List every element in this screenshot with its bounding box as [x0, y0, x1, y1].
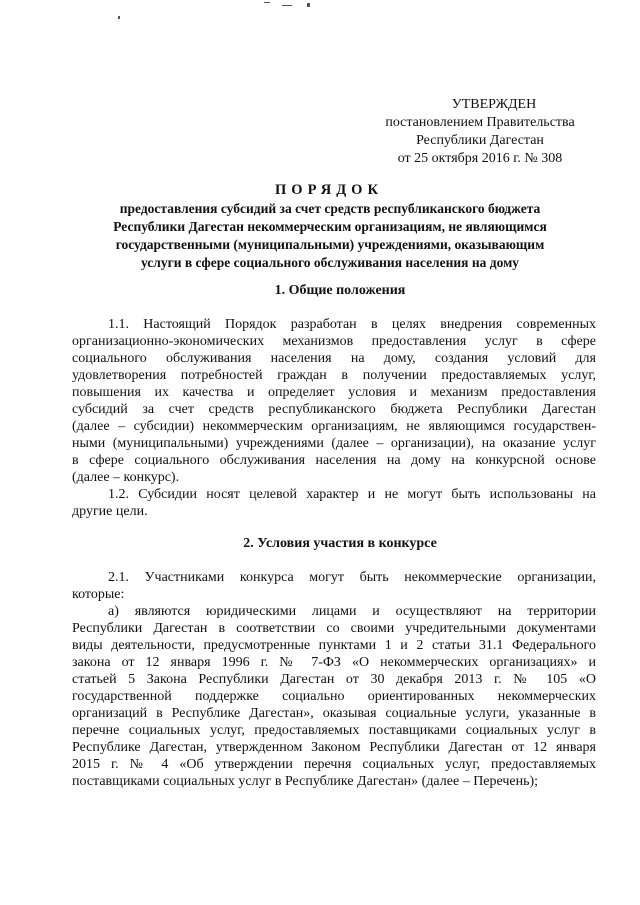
text-line: (далее – субсидии) некоммерческим организациям, не являющимся государствен- — [72, 419, 596, 434]
approval-line: постановлением Правительства — [385, 115, 575, 130]
approval-line: Республики Дагестан — [416, 133, 544, 148]
subtitle-line: услуги в сфере социального обслуживания населения на дому — [140, 255, 520, 270]
scan-speck — [118, 16, 120, 19]
document-title: ПОРЯДОК — [275, 182, 383, 198]
scan-marks — [0, 0, 640, 40]
text-line: повышения их качества и определяет условия и механизм предоставления — [72, 385, 596, 400]
scan-speck — [282, 5, 292, 6]
paragraph-2-1 — [72, 569, 596, 603]
text-line: закона от 12 января 1996 г. № 7-ФЗ «О некоммерческих организациях» и — [72, 655, 596, 670]
text-line: Республики Дагестан в соответствии со своими учредительными документами — [72, 621, 596, 636]
text-line: (далее – конкурс). — [72, 470, 180, 485]
text-line: поставщиками социальных услуг в Республике Дагестан» (далее – Перечень); — [72, 774, 539, 789]
text-line: 1.2. Субсидии носят целевой характер и не могут быть использованы на — [108, 487, 596, 502]
text-line: ными (муниципальными) учреждениями (далее – организации), на оказание услуг — [72, 436, 596, 451]
approval-stamp — [360, 96, 600, 168]
scan-speck — [307, 3, 310, 7]
text-line: Республике Дагестан, утвержденном Законом Республики Дагестан от 12 января — [72, 740, 596, 755]
text-line: другие цели. — [72, 504, 148, 519]
approval-line: от 25 октября 2016 г. № 308 — [397, 151, 563, 166]
text-line: статьей 5 Закона Республики Дагестан от 30 декабря 2013 г. № 105 «О — [72, 672, 596, 687]
text-line: перечне социальных услуг, предоставляемых поставщиками социальных услуг в — [72, 723, 596, 738]
text-line: организаций в Республике Дагестан», оказывая социальные услуги, указанные в — [72, 706, 596, 721]
section-heading-conditions: 2. Условия участия в конкурсе — [243, 536, 437, 551]
approval-head: УТВЕРЖДЕН — [451, 97, 537, 112]
section-heading-general: 1. Общие положения — [274, 283, 406, 298]
text-line: социального обслуживания населения на дому, создания условий для — [72, 351, 596, 366]
subtitle-line: государственными (муниципальными) учреждениями, оказывающим — [115, 237, 545, 252]
text-line: организационно-экономических механизмов предоставления услуг в сфере — [72, 334, 596, 349]
text-line: 2015 г. № 4 «Об утверждении перечня социальных услуг, предоставляемых — [72, 757, 596, 772]
text-line: удовлетворения потребностей граждан в получении предоставляемых услуг, — [72, 368, 596, 383]
text-line: 2.1. Участниками конкурса могут быть некоммерческие организации, — [108, 570, 596, 585]
text-line: 1.1. Настоящий Порядок разработан в целях внедрения современных — [108, 317, 596, 332]
text-line: субсидий за счет средств республиканского бюджета Республики Дагестан — [72, 402, 596, 417]
document-subtitle — [80, 200, 580, 272]
text-line: которые: — [72, 587, 125, 602]
scan-speck — [264, 2, 270, 3]
subtitle-line: предоставления субсидий за счет средств республиканского бюджета — [119, 201, 541, 216]
text-line: в сфере социального обслуживания населения на дому на конкурсной основе — [72, 453, 596, 468]
text-line: государственной поддержке социально ориентированных некоммерческих — [72, 689, 596, 704]
paragraph-2-1-a — [72, 603, 596, 790]
subtitle-line: Республики Дагестан некоммерческим организациям, не являющимся — [113, 219, 547, 234]
paragraph-1-1 — [72, 316, 596, 486]
paragraph-1-2 — [72, 486, 596, 520]
text-line: виды деятельности, предусмотренные пунктами 1 и 2 статьи 31.1 Федерального — [72, 638, 596, 653]
text-line: а) являются юридическими лицами и осуществляют на территории — [108, 604, 596, 619]
